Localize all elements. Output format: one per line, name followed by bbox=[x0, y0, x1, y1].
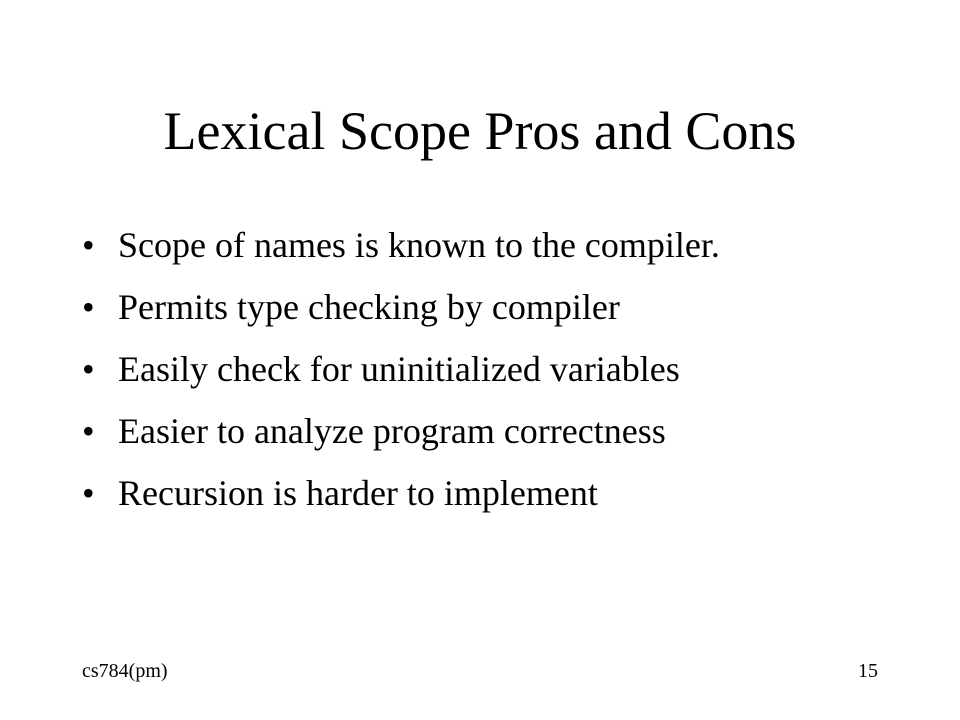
bullet-text: Scope of names is known to the compiler. bbox=[118, 225, 720, 265]
bullet-list bbox=[82, 214, 922, 524]
bullet-item bbox=[82, 400, 922, 462]
bullet-text: Easier to analyze program correctness bbox=[118, 411, 666, 451]
bullet-icon: • bbox=[82, 225, 95, 265]
page-number: 15 bbox=[858, 660, 878, 682]
footer-course-label: cs784(pm) bbox=[82, 660, 168, 682]
bullet-icon: • bbox=[82, 473, 95, 513]
bullet-item bbox=[82, 462, 922, 524]
bullet-text: Permits type checking by compiler bbox=[118, 287, 620, 327]
bullet-icon: • bbox=[82, 287, 95, 327]
bullet-item bbox=[82, 214, 922, 276]
bullet-item bbox=[82, 338, 922, 400]
bullet-icon: • bbox=[82, 411, 95, 451]
slide-title: Lexical Scope Pros and Cons bbox=[163, 101, 797, 161]
bullet-item bbox=[82, 276, 922, 338]
bullet-icon: • bbox=[82, 349, 95, 389]
bullet-text: Recursion is harder to implement bbox=[118, 473, 598, 513]
bullet-text: Easily check for uninitialized variables bbox=[118, 349, 680, 389]
